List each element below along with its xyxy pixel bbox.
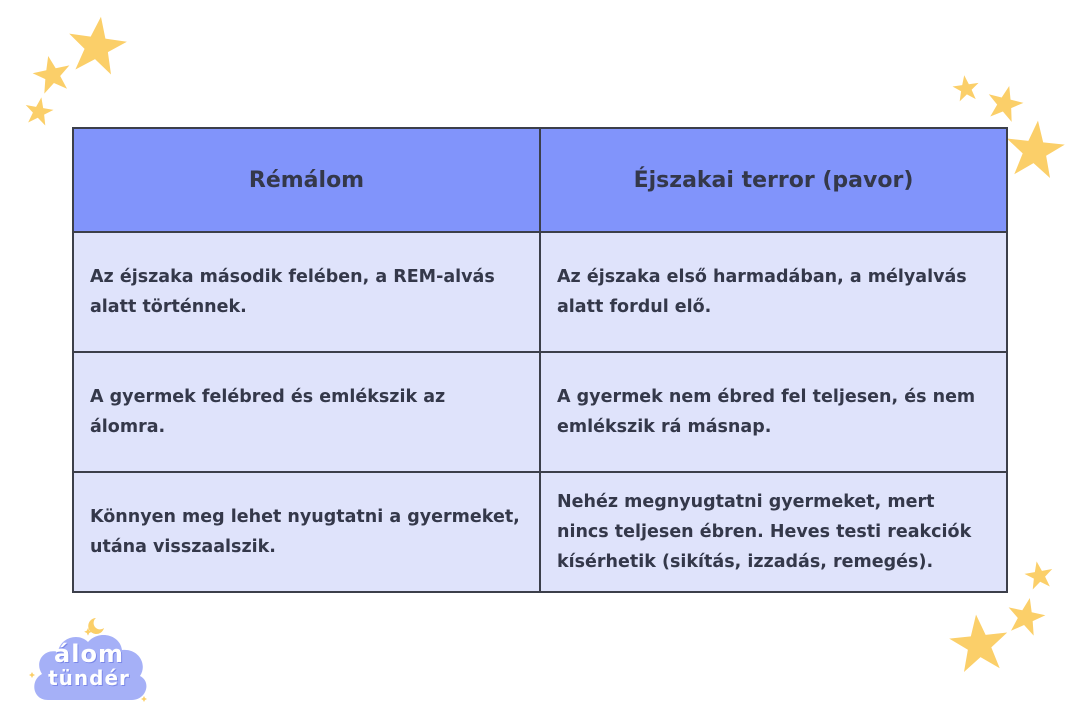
star-icon bbox=[28, 50, 75, 97]
table-header-row bbox=[73, 128, 1007, 232]
table-row bbox=[73, 472, 1007, 592]
logo-text-line2: tündér bbox=[48, 666, 130, 690]
column-header: Rémálom bbox=[73, 128, 540, 232]
comparison-table-container bbox=[72, 127, 1008, 593]
star-icon bbox=[62, 10, 132, 80]
table-cell: Az éjszaka második felében, a REM-alvás alatt történnek. bbox=[73, 232, 540, 352]
table-cell: A gyermek nem ébred fel teljesen, és nem emlékszik rá másnap. bbox=[540, 352, 1007, 472]
star-icon bbox=[945, 609, 1013, 677]
table-cell: A gyermek felébred és emlékszik az álomra. bbox=[73, 352, 540, 472]
star-icon bbox=[950, 72, 982, 104]
table-cell: Könnyen meg lehet nyugtatni a gyermeket, utána visszaalszik. bbox=[73, 472, 540, 592]
table-cell: Az éjszaka első harmadában, a mélyalvás alatt fordul elő. bbox=[540, 232, 1007, 352]
table-cell: Nehéz megnyugtatni gyermeket, mert nincs teljesen ébren. Heves testi reakciók kísérhetik (sikítás, izzadás, remegés). bbox=[540, 472, 1007, 592]
comparison-table bbox=[72, 127, 1008, 593]
star-icon bbox=[1002, 592, 1049, 639]
star-icon bbox=[1022, 558, 1057, 593]
logo-text-line1: álom bbox=[54, 640, 124, 668]
table-row bbox=[73, 352, 1007, 472]
column-header: Éjszakai terror (pavor) bbox=[540, 128, 1007, 232]
star-icon bbox=[1001, 115, 1069, 183]
star-icon bbox=[22, 94, 57, 129]
brand-logo bbox=[26, 614, 152, 706]
table-row bbox=[73, 232, 1007, 352]
